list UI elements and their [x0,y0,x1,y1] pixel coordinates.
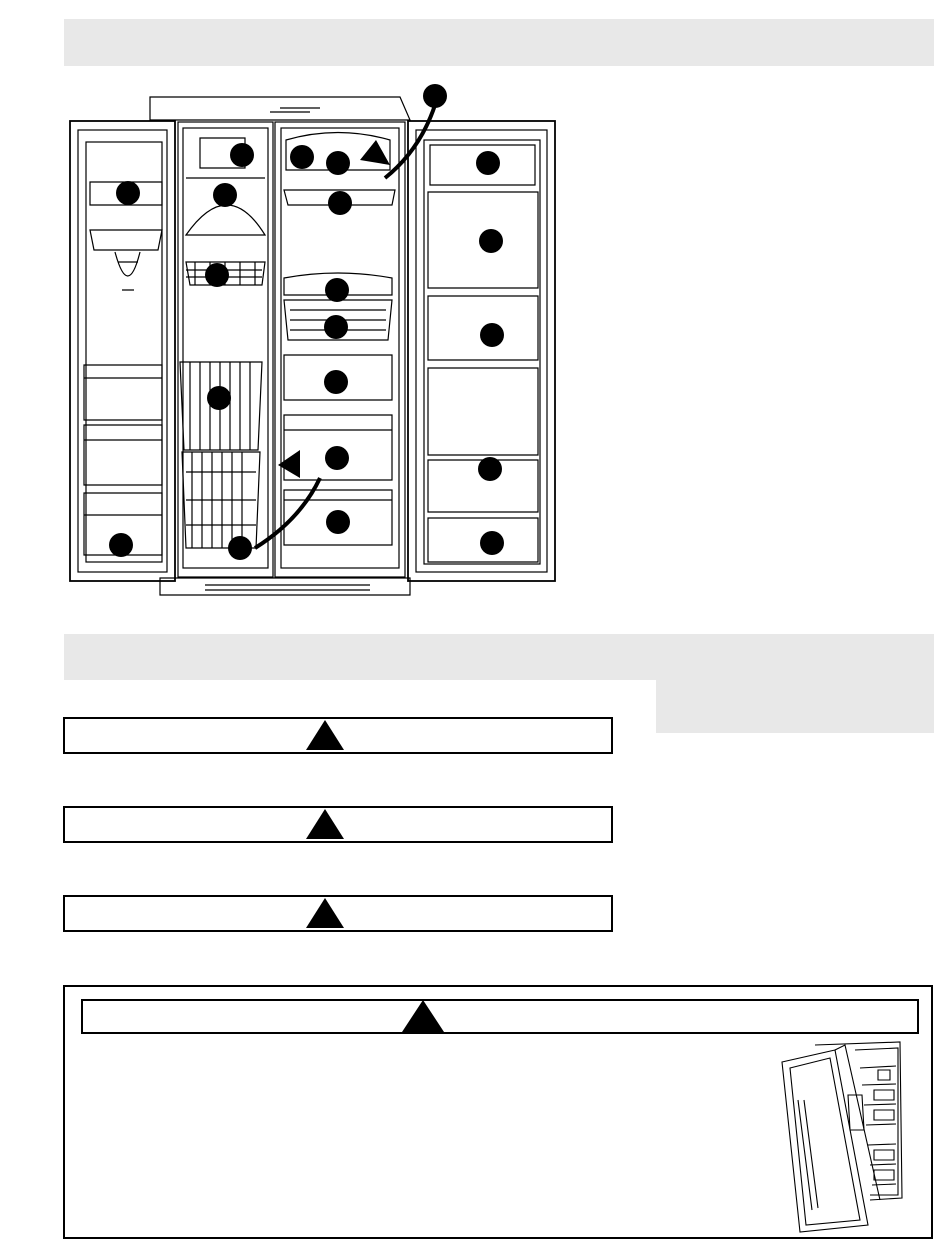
callout-dot-icon [109,533,133,557]
callout-dot-icon [326,151,350,175]
callout-dot-icon [480,531,504,555]
callout-dot-icon [326,510,350,534]
callout-dot-icon [478,457,502,481]
callout-dot-icon [205,263,229,287]
tilt-arrow-bottom [255,450,320,548]
callout-dot-icon [290,145,314,169]
warning-box-1 [63,717,613,754]
refrigerator-features-diagram [0,0,950,620]
callout-dot-icon [325,278,349,302]
middle-header-band [64,634,934,680]
door-warning-header [81,999,919,1034]
warning-triangle-icon [306,898,344,928]
warning-triangle-icon [402,1000,444,1032]
callout-dot-icon [213,183,237,207]
warning-triangle-icon [306,809,344,839]
callout-dot-icon [230,143,254,167]
callout-dot-icon [423,84,447,108]
callout-dot-icon [207,386,231,410]
callout-dot-icon [479,229,503,253]
callout-dot-icon [324,370,348,394]
warning-box-3 [63,895,613,932]
callout-dot-icon [480,323,504,347]
callout-dot-icon [324,315,348,339]
callout-dot-icon [228,536,252,560]
door-warning-panel [63,985,933,1239]
callout-dots [109,84,504,560]
callout-dot-icon [328,191,352,215]
callout-dot-icon [116,181,140,205]
callout-dot-icon [325,446,349,470]
callout-dot-icon [476,151,500,175]
warning-box-2 [63,806,613,843]
warning-triangle-icon [306,720,344,750]
side-note-band [656,680,934,733]
